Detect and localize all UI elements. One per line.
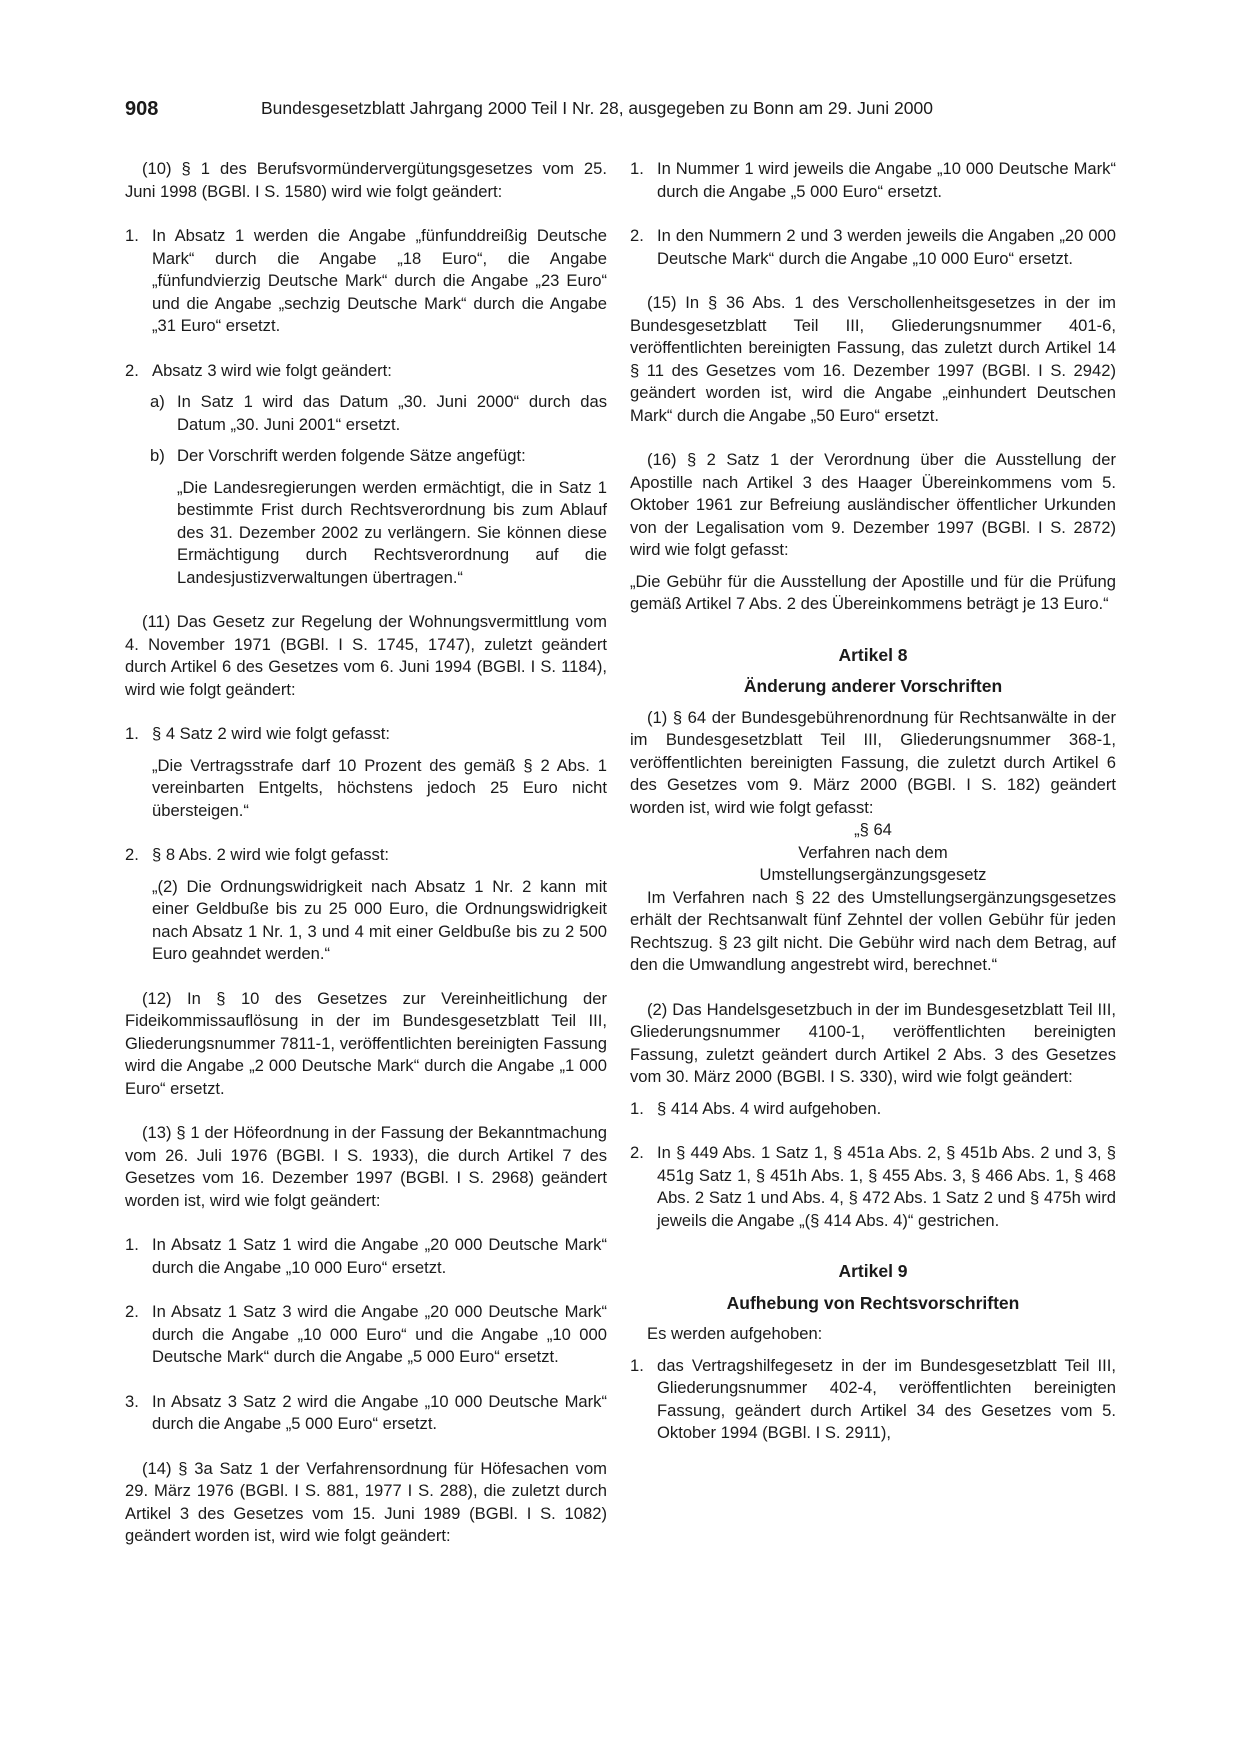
item-text: § 414 Abs. 4 wird aufgehoben.: [657, 1098, 882, 1118]
item-text: In § 449 Abs. 1 Satz 1, § 451a Abs. 2, § 451b Abs. 2 und 3, § 451g Satz 1, § 451h Abs. 1, § 455 Abs. 3, § 466 Abs. 1, § 468 Abs. 2 Satz 1 und Abs. 4, § 472 Abs. 1 Satz 2 und § 475h wird jeweils die Angabe „(§ 414 Abs. 4)“ gestrichen.: [657, 1143, 1116, 1230]
item-number: 3.: [125, 1391, 139, 1411]
running-title: Bundesgesetzblatt Jahrgang 2000 Teil I Nr. 28, ausgegeben zu Bonn am 29. Juni 2000: [261, 98, 933, 118]
quoted-text: „(2) Die Ordnungswidrigkeit nach Absatz 1 Nr. 2 kann mit einer Geldbuße bis zu 25 000 Euro, die Ordnungswidrigkeit nach Absatz 1 Nr. 1, 3 und 4 mit einer Geldbuße bis zu 2 500 Euro geahndet werden.“: [152, 876, 607, 963]
list-item: [125, 1391, 607, 1436]
item-text: § 8 Abs. 2 wird wie folgt gefasst:: [152, 845, 390, 864]
item-number: 2.: [630, 1143, 644, 1162]
section-64-heading: „§ 64: [854, 820, 892, 839]
list-item: [630, 225, 1116, 270]
paragraph-14: (14) § 3a Satz 1 der Verfahrensordnung für Höfesachen vom 29. März 1976 (BGBl. I S. 881, 1977 I S. 288), die zuletzt durch Artikel 3 des Gesetzes vom 15. Juni 1989 (BGBl. I S. 1082) geändert worden ist, wird wie folgt geändert:: [125, 1458, 607, 1545]
article-9-heading: Artikel 9: [838, 1261, 908, 1281]
sub-item-text: In Satz 1 wird das Datum „30. Juni 2000“ durch das Datum „30. Juni 2001“ ersetzt.: [177, 392, 607, 434]
sub-item-letter: a): [150, 392, 165, 411]
quoted-text: „Die Landesregierungen werden ermächtigt, die in Satz 1 bestimmte Frist durch Rechtsverordnung bis zum Ablauf des 31. Dezember 2002 zu verlängern. Sie können diese Ermächtigung durch Rechtsverordnung auf die Landesjustizverwaltungen übertragen.“: [177, 477, 607, 587]
item-number: 2.: [630, 226, 644, 245]
list-item: [125, 360, 607, 383]
item-text: In Absatz 3 Satz 2 wird die Angabe „10 000 Deutsche Mark“ durch die Angabe „5 000 Euro“ ersetzt.: [152, 1391, 607, 1433]
item-text: In Absatz 1 Satz 3 wird die Angabe „20 000 Deutsche Mark“ durch die Angabe „10 000 Euro“ und die Angabe „10 000 Deutsche Mark“ durch die Angabe „5 000 Euro“ ersetzt.: [152, 1302, 607, 1366]
item-number: 1.: [630, 159, 644, 178]
left-column: [125, 158, 607, 1548]
list-item: [125, 723, 607, 746]
list-item: [125, 844, 607, 867]
article-8-paragraph-1: (1) § 64 der Bundesgebührenordnung für Rechtsanwälte in der im Bundesgesetzblatt Teil III, Gliederungsnummer 368-1, veröffentlichten bereinigten Fassung, die zuletzt durch Artikel 6 des Gesetzes vom 9. März 2000 (BGBl. I S. 182) geändert worden ist, wird wie folgt gefasst:: [630, 707, 1116, 817]
list-item: [630, 1098, 1116, 1121]
sub-item: [125, 445, 607, 468]
paragraph-13: (13) § 1 der Höfeordnung in der Fassung der Bekanntmachung vom 26. Juli 1976 (BGBl. I S. 1933), die durch Artikel 7 des Gesetzes vom 16. Dezember 1997 (BGBl. I S. 2968) geändert worden ist, wird wie folgt geändert:: [125, 1123, 607, 1210]
article-9-intro: Es werden aufgehoben:: [647, 1324, 823, 1343]
article-8-heading: Artikel 8: [838, 644, 908, 665]
article-9-title: Aufhebung von Rechtsvorschriften: [726, 1292, 1020, 1313]
item-number: 2.: [125, 1302, 139, 1321]
item-number: 1.: [125, 1235, 139, 1254]
item-text: In den Nummern 2 und 3 werden jeweils die Angaben „20 000 Deutsche Mark“ durch die Angabe „10 000 Euro“ ersetzt.: [657, 226, 1116, 268]
item-number: 1.: [630, 1355, 644, 1375]
item-number: 1.: [630, 1098, 644, 1118]
page-number: 908: [125, 98, 159, 120]
article-8-title: Änderung anderer Vorschriften: [743, 676, 1003, 696]
item-text: das Vertragshilfegesetz in der im Bundesgesetzblatt Teil III, Gliederungsnummer 402-4, veröffentlichten bereinigten Fassung, geändert durch Artikel 34 des Gesetzes vom 5. Oktober 1994 (BGBl. I S. 2911),: [657, 1355, 1116, 1442]
item-number: 2.: [125, 845, 139, 864]
paragraph-15: (15) In § 36 Abs. 1 des Verschollenheitsgesetzes in der im Bundesgesetzblatt Teil III, Gliederungsnummer 401-6, veröffentlichten bereinigten Fassung, das zuletzt durch Artikel 14 § 11 des Gesetzes vom 16. Dezember 1997 (BGBl. I S. 2942) geändert worden ist, wird die Angabe „einhundert Deutschen Mark“ durch die Angabe „50 Euro“ ersetzt.: [630, 293, 1116, 425]
sub-item-text: Der Vorschrift werden folgende Sätze angefügt:: [177, 446, 526, 465]
list-item: [630, 1355, 1116, 1445]
section-64-text: Im Verfahren nach § 22 des Umstellungsergänzungsgesetzes erhält der Rechtsanwalt fünf Zehntel der vollen Gebühr für jeden Rechtszug. § 23 gilt nicht. Die Gebühr wird nach dem Betrag, auf den die Umwandlung angestrebt wird, berechnet.“: [630, 887, 1116, 974]
list-item: [630, 158, 1116, 203]
item-number: 2.: [125, 360, 139, 380]
item-number: 1.: [125, 724, 139, 743]
item-text: Absatz 3 wird wie folgt geändert:: [152, 360, 392, 380]
paragraph-16: (16) § 2 Satz 1 der Verordnung über die Ausstellung der Apostille nach Artikel 3 des Haager Übereinkommens vom 5. Oktober 1961 zur Befreiung ausländischer öffentlicher Urkunden von der Legalisation vom 9. Dezember 1997 (BGBl. I S. 2872) wird wie folgt gefasst:: [630, 450, 1116, 559]
list-item: [125, 1301, 607, 1369]
paragraph-12: (12) In § 10 des Gesetzes zur Vereinheitlichung der Fideikommissauflösung in der im Bundesgesetzblatt Teil III, Gliederungsnummer 7811-1, veröffentlichten bereinigten Fassung wird die Angabe „2 000 Deutsche Mark“ durch die Angabe „1 000 Euro“ ersetzt.: [125, 988, 607, 1098]
sub-item: [125, 391, 607, 436]
sub-item-letter: b): [150, 446, 165, 465]
item-text: § 4 Satz 2 wird wie folgt gefasst:: [152, 724, 390, 743]
list-item: [125, 225, 607, 338]
paragraph-11: (11) Das Gesetz zur Regelung der Wohnungsvermittlung vom 4. November 1971 (BGBl. I S. 1745, 1747), zuletzt geändert durch Artikel 6 des Gesetzes vom 6. Juni 1994 (BGBl. I S. 1184), wird wie folgt geändert:: [125, 612, 607, 699]
item-text: In Nummer 1 wird jeweils die Angabe „10 000 Deutsche Mark“ durch die Angabe „5 000 Euro“ ersetzt.: [657, 159, 1116, 201]
list-item: [125, 1234, 607, 1279]
quoted-text: „Die Vertragsstrafe darf 10 Prozent des gemäß § 2 Abs. 1 vereinbarten Entgelts, höchstens jedoch 25 Euro nicht übersteigen.“: [152, 755, 607, 820]
item-text: In Absatz 1 Satz 1 wird die Angabe „20 000 Deutsche Mark“ durch die Angabe „10 000 Euro“ ersetzt.: [152, 1235, 607, 1277]
list-item: [630, 1142, 1116, 1232]
item-number: 1.: [125, 226, 139, 245]
right-column: [630, 158, 1116, 1445]
paragraph-10: (10) § 1 des Berufsvormündervergütungsgesetzes vom 25. Juni 1998 (BGBl. I S. 1580) wird wie folgt geändert:: [125, 159, 607, 201]
section-64-title-line-1: Verfahren nach dem: [798, 842, 948, 862]
article-8-paragraph-2: (2) Das Handelsgesetzbuch in der im Bundesgesetzblatt Teil III, Gliederungsnummer 4100-1, veröffentlichten bereinigten Fassung, zuletzt geändert durch Artikel 2 Abs. 3 des Gesetzes vom 30. März 2000 (BGBl. I S. 330), wird wie folgt geändert:: [630, 999, 1116, 1086]
quoted-text: „Die Gebühr für die Ausstellung der Apostille und für die Prüfung gemäß Artikel 7 Abs. 2 des Übereinkommens beträgt je 13 Euro.“: [630, 571, 1116, 613]
item-text: In Absatz 1 werden die Angabe „fünfunddreißig Deutsche Mark“ durch die Angabe „18 Euro“, die Angabe „fünfundvierzig Deutsche Mark“ durch die Angabe „23 Euro“ und die Angabe „sechzig Deutsche Mark“ durch die Angabe „31 Euro“ ersetzt.: [152, 226, 607, 335]
section-64-title-line-2: Umstellungsergänzungsgesetz: [759, 865, 987, 884]
page-header: [0, 98, 1240, 128]
